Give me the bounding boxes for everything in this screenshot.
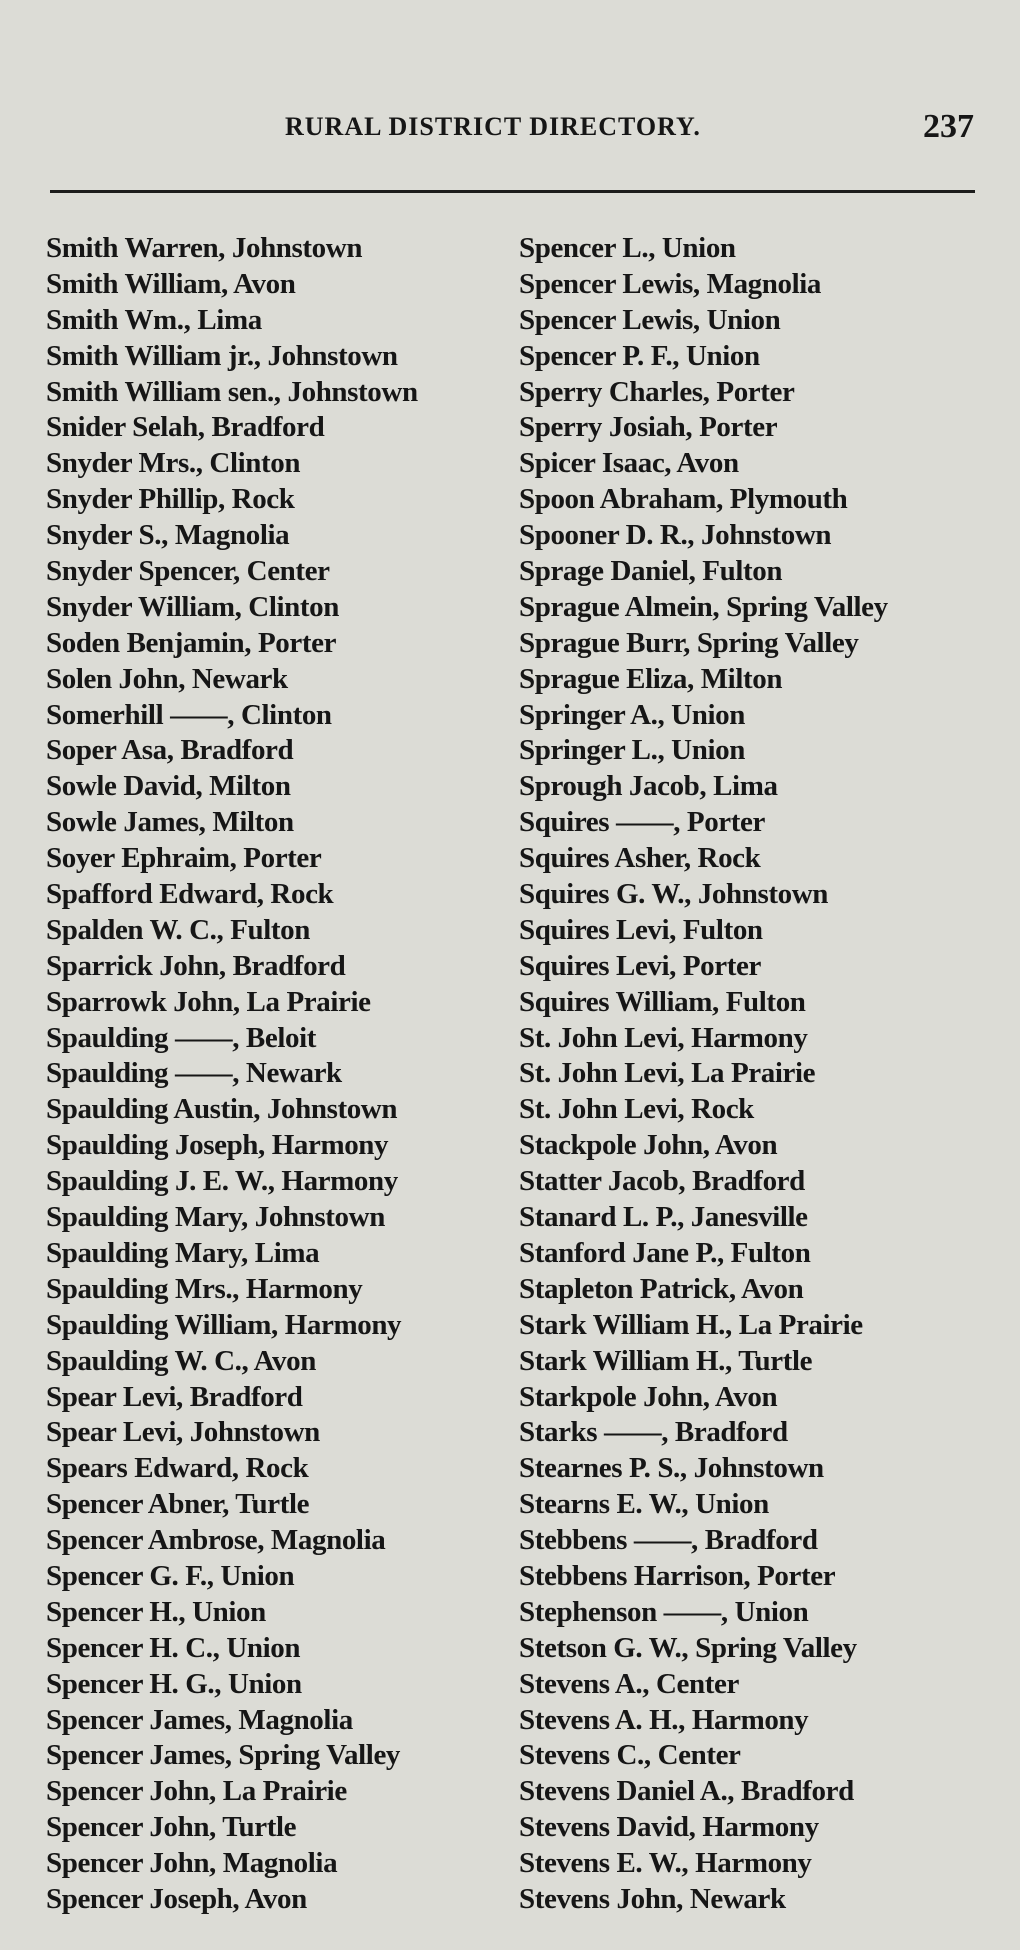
directory-entry: Sperry Charles, Porter [519, 375, 795, 408]
directory-entry: Snyder Phillip, Rock [46, 483, 295, 516]
directory-entry: Spaulding J. E. W., Harmony [46, 1165, 398, 1198]
directory-entry: Spaulding W. C., Avon [46, 1344, 316, 1377]
directory-entry: Stevens A., Center [519, 1667, 739, 1700]
directory-entry: Spaulding Mrs., Harmony [46, 1272, 363, 1305]
directory-entry: Smith Warren, Johnstown [46, 232, 363, 264]
directory-entry: Spencer James, Magnolia [46, 1703, 353, 1736]
directory-entry: Stanford Jane P., Fulton [519, 1236, 811, 1269]
directory-entry: Sprague Eliza, Milton [519, 662, 783, 695]
directory-entry: Solen John, Newark [46, 662, 288, 695]
directory-entry: Stevens Daniel A., Bradford [519, 1775, 854, 1808]
directory-entry: Squires Asher, Rock [519, 842, 761, 875]
directory-entry: Sowle David, Milton [46, 770, 291, 803]
directory-entry: Spalden W. C., Fulton [46, 913, 310, 946]
directory-entry: Spears Edward, Rock [46, 1452, 309, 1485]
directory-entry: Stackpole John, Avon [519, 1129, 778, 1162]
directory-entry: Spaulding ——, Beloit [46, 1021, 316, 1054]
directory-entry: Sprage Daniel, Fulton [519, 555, 783, 588]
directory-entry: Sparrick John, Bradford [46, 949, 346, 982]
directory-entry: Spaulding Mary, Johnstown [46, 1201, 385, 1234]
directory-entry: Sperry Josiah, Porter [519, 411, 778, 444]
directory-entry: Squires G. W., Johnstown [519, 878, 828, 911]
directory-entry: Soper Asa, Bradford [46, 734, 294, 767]
directory-entry: Smith William sen., Johnstown [46, 375, 418, 408]
directory-entry: Statter Jacob, Bradford [519, 1165, 805, 1198]
directory-entry: Spaulding ——, Newark [46, 1057, 342, 1090]
directory-entry: Spaulding Mary, Lima [46, 1236, 320, 1269]
directory-entry: St. John Levi, Harmony [519, 1021, 808, 1054]
directory-entry: Spencer John, La Prairie [46, 1775, 347, 1808]
directory-entry: Snyder S., Magnolia [46, 519, 290, 552]
directory-columns [46, 231, 986, 1921]
directory-entry: Spafford Edward, Rock [46, 878, 334, 911]
directory-entry: Stevens E. W., Harmony [519, 1847, 812, 1880]
directory-entry: Spencer Joseph, Avon [46, 1882, 307, 1915]
directory-entry: Spencer H., Union [46, 1595, 266, 1628]
directory-entry: Soyer Ephraim, Porter [46, 842, 322, 875]
directory-entry: Snyder Mrs., Clinton [46, 447, 301, 480]
directory-entry: Stark William H., Turtle [519, 1344, 813, 1377]
directory-entry: Sprough Jacob, Lima [519, 770, 778, 803]
directory-entry: Spear Levi, Johnstown [46, 1416, 320, 1449]
directory-entry: Stearnes P. S., Johnstown [519, 1452, 824, 1485]
directory-entry: Spencer G. F., Union [46, 1559, 295, 1592]
directory-entry: Stearns E. W., Union [519, 1488, 769, 1521]
directory-entry: Stevens David, Harmony [519, 1811, 819, 1844]
directory-entry: Spoon Abraham, Plymouth [519, 483, 848, 516]
directory-entry: Stephenson ——, Union [519, 1595, 809, 1628]
directory-entry: Somerhill ——, Clinton [46, 698, 332, 731]
directory-entry: Spaulding Austin, Johnstown [46, 1093, 398, 1126]
directory-entry: Spencer Abner, Turtle [46, 1488, 310, 1521]
directory-entry: Stevens A. H., Harmony [519, 1703, 809, 1736]
directory-entry: Stebbens Harrison, Porter [519, 1559, 836, 1592]
running-head: RURAL DISTRICT DIRECTORY. [285, 112, 701, 141]
directory-entry: Squires Levi, Fulton [519, 913, 763, 946]
directory-entry: St. John Levi, Rock [519, 1093, 754, 1126]
directory-entry: Spear Levi, Bradford [46, 1380, 303, 1413]
directory-entry: Sparrowk John, La Prairie [46, 985, 371, 1018]
directory-entry: Stetson G. W., Spring Valley [519, 1631, 857, 1664]
directory-entry: Squires ——, Porter [519, 806, 765, 839]
header-rule [50, 190, 975, 193]
directory-entry: Smith William jr., Johnstown [46, 339, 398, 372]
directory-entry: Snyder William, Clinton [46, 590, 339, 623]
page-header [50, 108, 980, 148]
directory-entry: Spencer John, Magnolia [46, 1847, 338, 1880]
directory-entry: Starkpole John, Avon [519, 1380, 778, 1413]
directory-entry: Spencer John, Turtle [46, 1811, 297, 1844]
directory-entry: Spencer Ambrose, Magnolia [46, 1524, 386, 1557]
directory-entry: Springer A., Union [519, 698, 745, 731]
directory-entry: Snider Selah, Bradford [46, 411, 325, 444]
directory-entry: Squires Levi, Porter [519, 949, 761, 982]
directory-entry: Sprague Burr, Spring Valley [519, 626, 859, 659]
directory-entry: St. John Levi, La Prairie [519, 1057, 816, 1090]
directory-entry: Stanard L. P., Janesville [519, 1201, 808, 1234]
directory-entry: Snyder Spencer, Center [46, 555, 330, 588]
directory-entry: Stark William H., La Prairie [519, 1308, 863, 1341]
page-number: 237 [923, 108, 974, 145]
directory-entry: Smith William, Avon [46, 267, 296, 300]
left-column [46, 231, 516, 1918]
right-column [519, 231, 989, 1918]
directory-entry: Spencer H. G., Union [46, 1667, 302, 1700]
directory-entry: Spaulding Joseph, Harmony [46, 1129, 389, 1162]
directory-entry: Spencer James, Spring Valley [46, 1739, 401, 1772]
directory-entry: Spencer Lewis, Magnolia [519, 267, 822, 300]
directory-entry: Spencer Lewis, Union [519, 303, 781, 336]
directory-entry: Spencer H. C., Union [46, 1631, 301, 1664]
directory-entry: Stevens John, Newark [519, 1882, 786, 1915]
directory-entry: Spicer Isaac, Avon [519, 447, 739, 480]
directory-entry: Soden Benjamin, Porter [46, 626, 337, 659]
directory-entry: Sowle James, Milton [46, 806, 294, 839]
directory-entry: Squires William, Fulton [519, 985, 806, 1018]
directory-entry: Spencer P. F., Union [519, 339, 760, 372]
directory-entry: Spaulding William, Harmony [46, 1308, 402, 1341]
directory-entry: Spencer L., Union [519, 232, 736, 264]
directory-entry: Springer L., Union [519, 734, 745, 767]
directory-entry: Stevens C., Center [519, 1739, 741, 1772]
directory-entry: Sprague Almein, Spring Valley [519, 590, 888, 623]
directory-entry: Smith Wm., Lima [46, 303, 262, 336]
directory-entry: Stapleton Patrick, Avon [519, 1272, 804, 1305]
directory-entry: Spooner D. R., Johnstown [519, 519, 832, 552]
directory-entry: Stebbens ——, Bradford [519, 1524, 818, 1557]
directory-entry: Starks ——, Bradford [519, 1416, 788, 1449]
